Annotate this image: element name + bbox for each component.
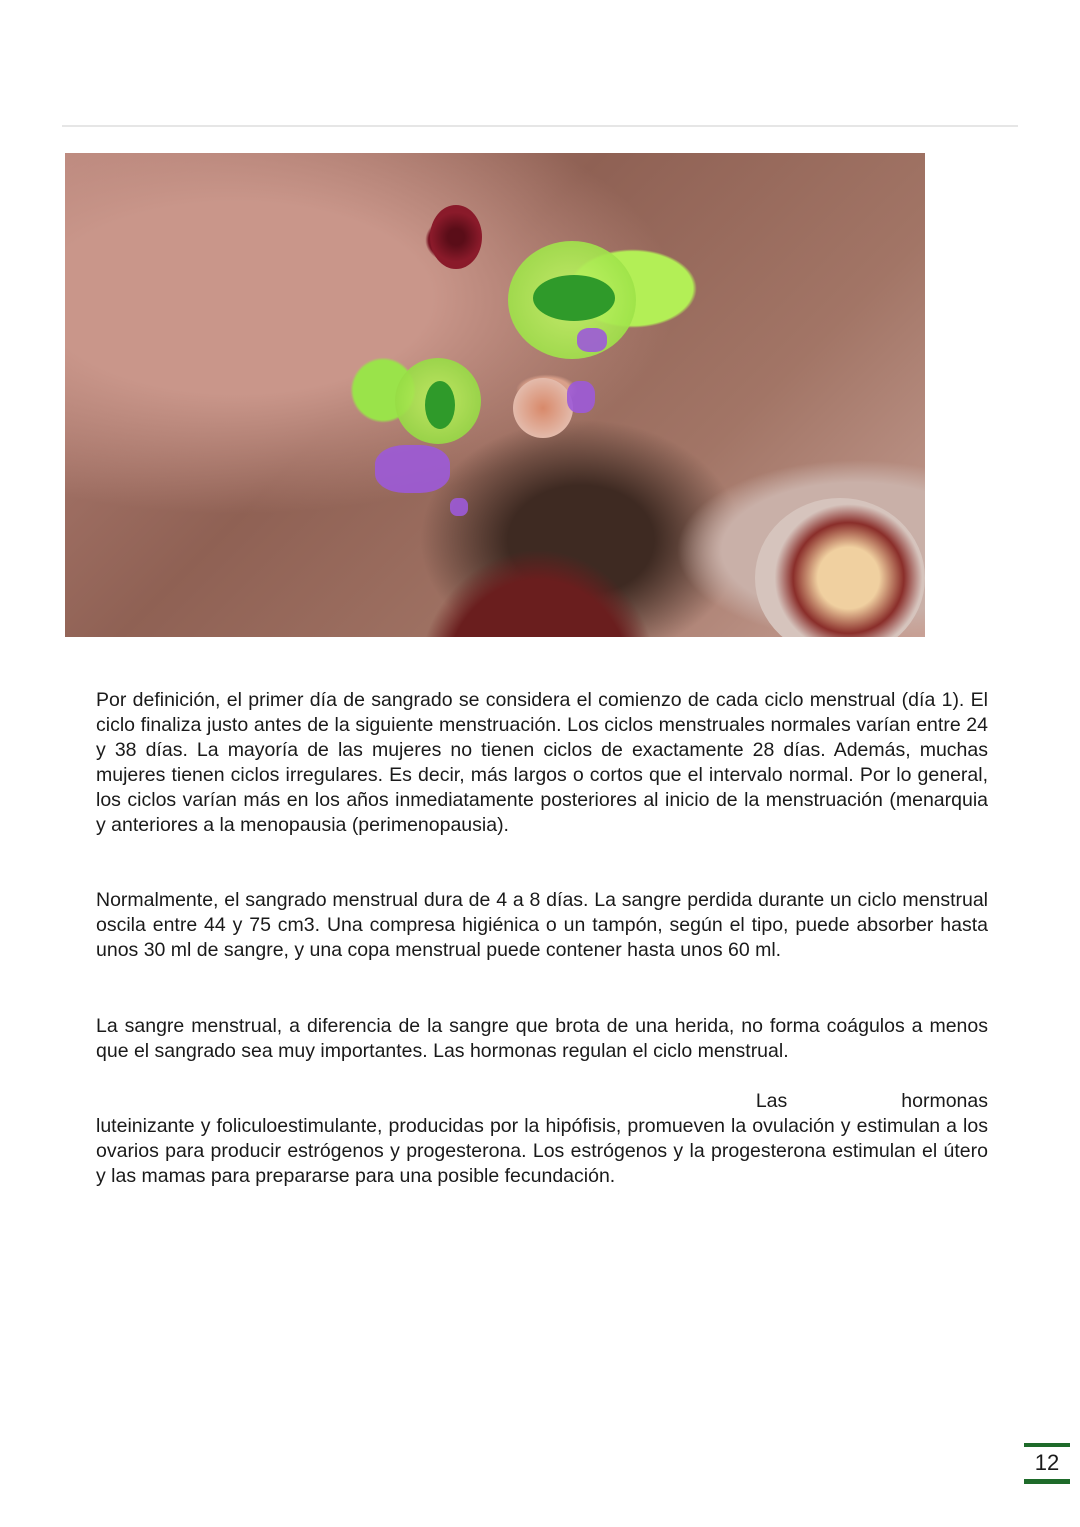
paragraph-text: La sangre menstrual, a diferencia de la sangre que brota de una herida, no forma coágulos a menos que el sangrado sea muy importantes. Las hormonas regulan el ciclo menstrual. — [96, 1015, 988, 1062]
paragraph-text: luteinizante y foliculoestimulante, producidas por la hipófisis, promueven la ovulación y estimulan a los ovarios para producir estrógenos y progesterona. Los estrógenos y la progesterona estimulan el útero y las mamas para prepararse para una posible fecundación. — [96, 1115, 988, 1187]
illustration-blood-cells — [65, 153, 925, 637]
purple-clump — [567, 381, 595, 413]
page-number — [1024, 1443, 1070, 1484]
red-blood-cell — [430, 205, 482, 269]
paragraph-text: Normalmente, el sangrado menstrual dura de 4 a 8 días. La sangre perdida durante un ciclo menstrual oscila entre 44 y 75 cm3. Una compresa higiénica o un tampón, según el tipo, puede absorber hasta unos 30 ml de sangre, y una copa menstrual puede contener hasta unos 60 ml. — [96, 889, 988, 961]
page-number-bottom-bar — [1024, 1479, 1070, 1484]
paragraph-menstrual-blood — [96, 1014, 988, 1064]
page-number-text: 12 — [1034, 1450, 1060, 1475]
paragraph-hormones — [96, 1089, 988, 1189]
large-cell — [755, 498, 925, 637]
paragraph-text: Por definición, el primer día de sangrado se considera el comienzo de cada ciclo menstrual (día 1). El ciclo finaliza justo antes de la siguiente menstruación. Los ciclos menstruales normales varían entre 24 y 38 días. La mayoría de las mujeres no tienen ciclos de exactamente 28 días. Además, muchas mujeres tienen ciclos irregulares. Es decir, más largos o cortos que el intervalo normal. Por lo general, los ciclos varían más en los años inmediatamente posteriores al inicio de la menstruación (menarquia y anteriores a la menopausia (perimenopausia). — [96, 689, 988, 836]
paragraph-first-line — [96, 1089, 988, 1114]
purple-clump — [375, 445, 450, 493]
word-hormonas: hormonas — [901, 1090, 988, 1112]
paragraph-bleeding-duration — [96, 888, 988, 963]
green-nucleus — [533, 275, 615, 321]
header-divider — [62, 125, 1018, 127]
purple-clump — [577, 328, 607, 352]
white-cell — [513, 378, 573, 438]
word-las: Las — [755, 1090, 788, 1112]
green-nucleus — [425, 381, 455, 429]
purple-clump — [450, 498, 468, 516]
paragraph-cycle-definition — [96, 688, 988, 838]
